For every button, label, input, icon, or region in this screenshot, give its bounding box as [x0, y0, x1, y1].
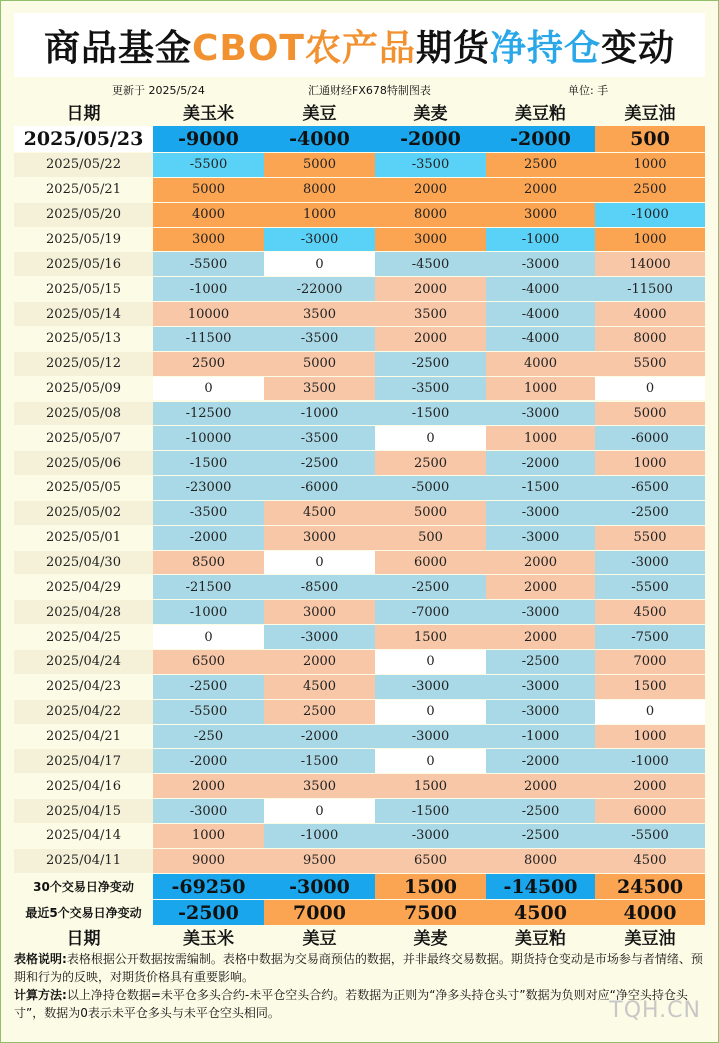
value-cell: 1500 [375, 625, 486, 649]
value-cell: 4500 [264, 501, 375, 525]
table-row [14, 252, 705, 276]
value-cell: -3500 [264, 426, 375, 450]
value-cell: 7000 [595, 650, 705, 674]
value-cell: -2500 [486, 824, 595, 848]
value-cell: -5500 [153, 153, 264, 177]
value-cell: 2000 [486, 575, 595, 599]
header-bottom-col-0: 日期 [66, 928, 101, 949]
table-row [14, 377, 705, 401]
value-cell: -3000 [264, 228, 375, 252]
latest-row [14, 126, 705, 152]
value-cell: -4000 [264, 126, 375, 152]
value-cell: 0 [595, 377, 705, 401]
value-cell: -4000 [486, 277, 595, 301]
value-cell: 5000 [595, 402, 705, 426]
title-part-1: 商品基金 [43, 27, 192, 69]
row-date: 2025/05/14 [14, 302, 153, 326]
calc-text: 以上净持仓数据=未平仓多头合约-未平仓空头合约。若数据为正则为“净多头持仓头寸”数据为负则对应“净空头持仓头寸”，数据为0表示未平仓多头与未平仓空头相同。 [14, 988, 688, 1020]
value-cell: -2500 [486, 799, 595, 823]
value-cell: 0 [153, 377, 264, 401]
value-cell: -4500 [375, 252, 486, 276]
row-date: 2025/04/30 [14, 551, 153, 575]
value-cell: -250 [153, 725, 264, 749]
value-cell: -3000 [375, 725, 486, 749]
value-cell: -1500 [153, 451, 264, 475]
sum5-row [14, 900, 705, 925]
value-cell: -5500 [595, 575, 705, 599]
table-row [14, 575, 705, 599]
table-note [14, 950, 705, 986]
value-cell: -1500 [375, 402, 486, 426]
row-date: 2025/05/16 [14, 252, 153, 276]
value-cell: 10000 [153, 302, 264, 326]
value-cell: 6000 [595, 799, 705, 823]
value-cell: 0 [264, 799, 375, 823]
title-part-4: 净持仓 [490, 27, 602, 69]
row-date: 2025/04/14 [14, 824, 153, 848]
value-cell: -2000 [264, 725, 375, 749]
value-cell: -2000 [486, 126, 595, 152]
value-cell: -14500 [486, 874, 595, 899]
table-row [14, 749, 705, 773]
value-cell: 1000 [595, 725, 705, 749]
value-cell: -1000 [264, 824, 375, 848]
value-cell: 4500 [595, 600, 705, 624]
value-cell: -3000 [486, 526, 595, 550]
header-bottom-col-4: 美豆粕 [515, 928, 566, 949]
value-cell: -11500 [153, 327, 264, 351]
value-cell: -8500 [264, 575, 375, 599]
table-row [14, 451, 705, 475]
value-cell: 5000 [375, 501, 486, 525]
value-cell: 1000 [486, 377, 595, 401]
table-row [14, 476, 705, 500]
value-cell: -3000 [153, 799, 264, 823]
value-cell: -5500 [153, 700, 264, 724]
value-cell: 8500 [153, 551, 264, 575]
table-row [14, 402, 705, 426]
row-date: 2025/05/07 [14, 426, 153, 450]
header-top-col-1: 美玉米 [183, 103, 234, 124]
value-cell: 2000 [264, 650, 375, 674]
row-date: 2025/05/22 [14, 153, 153, 177]
value-cell: 3000 [375, 228, 486, 252]
value-cell: -3000 [595, 551, 705, 575]
value-cell: 3500 [264, 302, 375, 326]
value-cell: 9500 [264, 849, 375, 873]
value-cell: 2500 [595, 178, 705, 202]
row-date: 2025/05/23 [14, 126, 153, 152]
row-date: 2025/05/20 [14, 203, 153, 227]
title-part-2: CBOT农产品 [191, 27, 416, 69]
value-cell: -3500 [153, 501, 264, 525]
value-cell: 3500 [264, 377, 375, 401]
value-cell: 3000 [486, 203, 595, 227]
value-cell: -1000 [595, 749, 705, 773]
row-date: 2025/05/05 [14, 476, 153, 500]
value-cell: 5000 [153, 178, 264, 202]
value-cell: 1000 [153, 824, 264, 848]
value-cell: 3500 [375, 302, 486, 326]
table-row [14, 178, 705, 202]
value-cell: -6500 [595, 476, 705, 500]
value-cell: 3500 [264, 774, 375, 798]
value-cell: 0 [595, 700, 705, 724]
value-cell: 8000 [486, 849, 595, 873]
value-cell: 4000 [153, 203, 264, 227]
table-row [14, 501, 705, 525]
row-date: 2025/04/29 [14, 575, 153, 599]
row-date: 2025/05/13 [14, 327, 153, 351]
value-cell: -2500 [264, 451, 375, 475]
value-cell: -2000 [375, 126, 486, 152]
row-date: 30个交易日净变动 [33, 880, 134, 894]
value-cell: -2500 [486, 650, 595, 674]
row-date: 2025/04/28 [14, 600, 153, 624]
value-cell: 9000 [153, 849, 264, 873]
value-cell: -2000 [486, 749, 595, 773]
value-cell: 4000 [595, 900, 705, 925]
value-cell: 1000 [595, 153, 705, 177]
table-row [14, 352, 705, 376]
table-row [14, 675, 705, 699]
value-cell: 0 [375, 700, 486, 724]
header-top-col-5: 美豆油 [624, 103, 676, 124]
row-date: 2025/05/09 [14, 377, 153, 401]
value-cell: -1000 [264, 402, 375, 426]
header-top-col-0: 日期 [66, 103, 101, 124]
value-cell: -1000 [153, 277, 264, 301]
value-cell: 0 [264, 551, 375, 575]
value-cell: 2000 [375, 327, 486, 351]
value-cell: -9000 [153, 126, 264, 152]
row-date: 2025/04/23 [14, 675, 153, 699]
table-row [14, 725, 705, 749]
note-text: 表格根据公开数据按需编制。表格中数据为交易商预估的数据，并非最终交易数据。期货持仓变动是市场参与者情绪、预期和行为的反映，对期货价格具有重要影响。 [14, 952, 703, 984]
title-part-5: 变动 [601, 27, 676, 69]
title-part-3: 期货 [416, 27, 491, 69]
table-row [14, 228, 705, 252]
row-date: 2025/04/16 [14, 774, 153, 798]
value-cell: -1500 [264, 749, 375, 773]
value-cell: -3000 [486, 402, 595, 426]
value-cell: 2500 [375, 451, 486, 475]
value-cell: -2500 [595, 501, 705, 525]
value-cell: 1500 [595, 675, 705, 699]
value-cell: 2500 [264, 700, 375, 724]
value-cell: 8000 [375, 203, 486, 227]
value-cell: 5500 [595, 526, 705, 550]
value-cell: -2500 [153, 675, 264, 699]
row-date: 2025/04/24 [14, 650, 153, 674]
header-top-col-3: 美麦 [413, 103, 448, 124]
row-date: 2025/04/21 [14, 725, 153, 749]
value-cell: -2500 [375, 575, 486, 599]
value-cell: 0 [153, 625, 264, 649]
header-bottom-col-5: 美豆油 [624, 928, 676, 949]
value-cell: -5000 [375, 476, 486, 500]
row-date: 2025/04/11 [14, 849, 153, 873]
value-cell: -7000 [375, 600, 486, 624]
value-cell: 2000 [486, 774, 595, 798]
value-cell: -4000 [486, 302, 595, 326]
value-cell: -69250 [153, 874, 264, 899]
value-cell: -1500 [375, 799, 486, 823]
value-cell: -6000 [264, 476, 375, 500]
table-row [14, 625, 705, 649]
calc-note [14, 986, 705, 1022]
value-cell: -1000 [486, 725, 595, 749]
value-cell: -2500 [153, 900, 264, 925]
value-cell: 0 [375, 426, 486, 450]
value-cell: -3500 [264, 327, 375, 351]
row-date: 最近5个交易日净变动 [25, 906, 142, 920]
value-cell: -10000 [153, 426, 264, 450]
row-date: 2025/05/06 [14, 451, 153, 475]
value-cell: -3000 [486, 252, 595, 276]
value-cell: -7500 [595, 625, 705, 649]
value-cell: 7000 [264, 900, 375, 925]
table-row [14, 277, 705, 301]
value-cell: -1000 [153, 600, 264, 624]
note-label: 表格说明: [14, 952, 67, 966]
value-cell: 1000 [595, 451, 705, 475]
table-row [14, 526, 705, 550]
unit-text: 单位: 手 [568, 84, 609, 97]
value-cell: 500 [375, 526, 486, 550]
value-cell: -2500 [375, 352, 486, 376]
value-cell: 1500 [375, 774, 486, 798]
table-row [14, 799, 705, 823]
value-cell: -5500 [595, 824, 705, 848]
table-row [14, 327, 705, 351]
table-row [14, 824, 705, 848]
value-cell: -3000 [486, 700, 595, 724]
value-cell: -6000 [595, 426, 705, 450]
value-cell: -5500 [153, 252, 264, 276]
value-cell: -3500 [375, 153, 486, 177]
value-cell: 2500 [153, 352, 264, 376]
value-cell: 6000 [375, 551, 486, 575]
value-cell: 2000 [595, 774, 705, 798]
table-row [14, 203, 705, 227]
table-row [14, 551, 705, 575]
footer-notes [14, 950, 705, 1022]
value-cell: -3000 [375, 824, 486, 848]
table-row [14, 849, 705, 873]
value-cell: 8000 [264, 178, 375, 202]
value-cell: 8000 [595, 327, 705, 351]
value-cell: 1500 [375, 874, 486, 899]
row-date: 2025/05/01 [14, 526, 153, 550]
value-cell: 2000 [375, 178, 486, 202]
value-cell: 5500 [595, 352, 705, 376]
calc-label: 计算方法: [14, 988, 67, 1002]
value-cell: 1000 [486, 426, 595, 450]
value-cell: 3000 [264, 526, 375, 550]
page-title [14, 13, 705, 77]
value-cell: 1000 [264, 203, 375, 227]
value-cell: 4000 [486, 352, 595, 376]
value-cell: 0 [375, 650, 486, 674]
value-cell: 6500 [153, 650, 264, 674]
value-cell: 4000 [595, 302, 705, 326]
value-cell: 5000 [264, 352, 375, 376]
row-date: 2025/05/12 [14, 352, 153, 376]
value-cell: 4500 [595, 849, 705, 873]
value-cell: -3000 [264, 874, 375, 899]
header-bottom-col-1: 美玉米 [183, 928, 234, 949]
value-cell: 4500 [264, 675, 375, 699]
sum30-row [14, 874, 705, 899]
row-date: 2025/05/08 [14, 402, 153, 426]
value-cell: -2000 [486, 451, 595, 475]
row-date: 2025/04/15 [14, 799, 153, 823]
value-cell: -3000 [264, 625, 375, 649]
value-cell: -3500 [375, 377, 486, 401]
value-cell: 24500 [595, 874, 705, 899]
table-row [14, 426, 705, 450]
value-cell: 14000 [595, 252, 705, 276]
row-date: 2025/05/02 [14, 501, 153, 525]
row-date: 2025/05/21 [14, 178, 153, 202]
value-cell: -3000 [486, 675, 595, 699]
value-cell: 0 [264, 252, 375, 276]
row-date: 2025/04/25 [14, 625, 153, 649]
row-date: 2025/05/19 [14, 228, 153, 252]
watermark-text: TQH.CN [609, 998, 701, 1023]
value-cell: 5000 [264, 153, 375, 177]
value-cell: -4000 [486, 327, 595, 351]
value-cell: 7500 [375, 900, 486, 925]
value-cell: 2000 [153, 774, 264, 798]
value-cell: -3000 [486, 600, 595, 624]
row-date: 2025/04/22 [14, 700, 153, 724]
table-row [14, 302, 705, 326]
value-cell: -12500 [153, 402, 264, 426]
value-cell: 2000 [486, 551, 595, 575]
updated-text: 更新于 2025/5/24 [112, 84, 205, 97]
value-cell: -1000 [595, 203, 705, 227]
header-bottom-col-3: 美麦 [413, 928, 448, 949]
value-cell: 4500 [486, 900, 595, 925]
table-row [14, 650, 705, 674]
value-cell: 0 [375, 749, 486, 773]
value-cell: 2500 [486, 153, 595, 177]
table-row [14, 774, 705, 798]
value-cell: 2000 [486, 625, 595, 649]
value-cell: -3000 [486, 501, 595, 525]
header-top-col-4: 美豆粕 [515, 103, 566, 124]
value-cell: 500 [595, 126, 705, 152]
table-row [14, 600, 705, 624]
value-cell: 3000 [153, 228, 264, 252]
value-cell: 2000 [375, 277, 486, 301]
value-cell: 2000 [486, 178, 595, 202]
header-bottom-col-2: 美豆 [302, 928, 337, 949]
value-cell: 6500 [375, 849, 486, 873]
table-row [14, 700, 705, 724]
header-top-col-2: 美豆 [302, 103, 337, 124]
value-cell: -1500 [486, 476, 595, 500]
value-cell: -2000 [153, 526, 264, 550]
value-cell: 1000 [595, 228, 705, 252]
value-cell: -21500 [153, 575, 264, 599]
value-cell: -23000 [153, 476, 264, 500]
value-cell: 3000 [264, 600, 375, 624]
value-cell: -3000 [375, 675, 486, 699]
value-cell: -11500 [595, 277, 705, 301]
value-cell: -22000 [264, 277, 375, 301]
value-cell: -1000 [486, 228, 595, 252]
row-date: 2025/05/15 [14, 277, 153, 301]
value-cell: -2000 [153, 749, 264, 773]
row-date: 2025/04/17 [14, 749, 153, 773]
source-text: 汇通财经FX678特制图表 [308, 84, 431, 97]
table-row [14, 153, 705, 177]
